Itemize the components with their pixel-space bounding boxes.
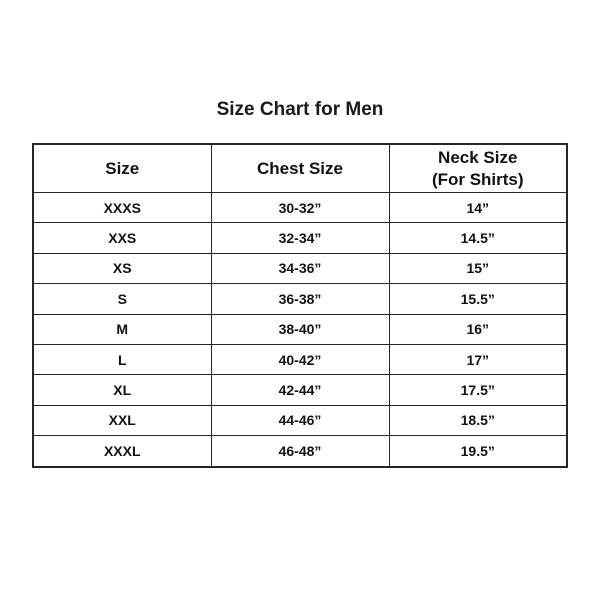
size-cell: XS — [33, 253, 211, 283]
chest-size-cell: 46-48” — [211, 436, 389, 467]
table-row — [33, 344, 567, 374]
page-title: Size Chart for Men — [216, 99, 384, 120]
size-cell: XXXS — [33, 193, 211, 223]
table-row — [33, 314, 567, 344]
size-cell: L — [33, 344, 211, 374]
chest-size-cell: 40-42” — [211, 344, 389, 374]
chest-size-cell: 38-40” — [211, 314, 389, 344]
table-body — [33, 193, 567, 467]
table-row — [33, 405, 567, 435]
neck-size-cell: 14” — [389, 193, 567, 223]
table-row — [33, 223, 567, 253]
neck-size-cell: 18.5” — [389, 405, 567, 435]
column-header: Chest Size — [211, 144, 389, 193]
neck-size-cell: 17.5” — [389, 375, 567, 405]
table-row — [33, 375, 567, 405]
neck-size-cell: 14.5” — [389, 223, 567, 253]
table-row — [33, 284, 567, 314]
chest-size-cell: 34-36” — [211, 253, 389, 283]
chest-size-cell: 44-46” — [211, 405, 389, 435]
table-row — [33, 436, 567, 467]
neck-size-cell: 15” — [389, 253, 567, 283]
neck-size-cell: 16” — [389, 314, 567, 344]
size-cell: XL — [33, 375, 211, 405]
chest-size-cell: 32-34” — [211, 223, 389, 253]
size-cell: M — [33, 314, 211, 344]
neck-size-cell: 15.5” — [389, 284, 567, 314]
table-row — [33, 253, 567, 283]
table-header-row — [33, 144, 567, 193]
size-cell: S — [33, 284, 211, 314]
size-cell: XXL — [33, 405, 211, 435]
neck-size-cell: 19.5” — [389, 436, 567, 467]
chest-size-cell: 30-32” — [211, 193, 389, 223]
column-header: Neck Size (For Shirts) — [389, 144, 567, 193]
table-row — [33, 193, 567, 223]
chest-size-cell: 42-44” — [211, 375, 389, 405]
table-head — [33, 144, 567, 193]
size-chart-table — [32, 143, 568, 468]
neck-size-cell: 17” — [389, 344, 567, 374]
size-cell: XXXL — [33, 436, 211, 467]
size-cell: XXS — [33, 223, 211, 253]
column-header: Size — [33, 144, 211, 193]
chest-size-cell: 36-38” — [211, 284, 389, 314]
